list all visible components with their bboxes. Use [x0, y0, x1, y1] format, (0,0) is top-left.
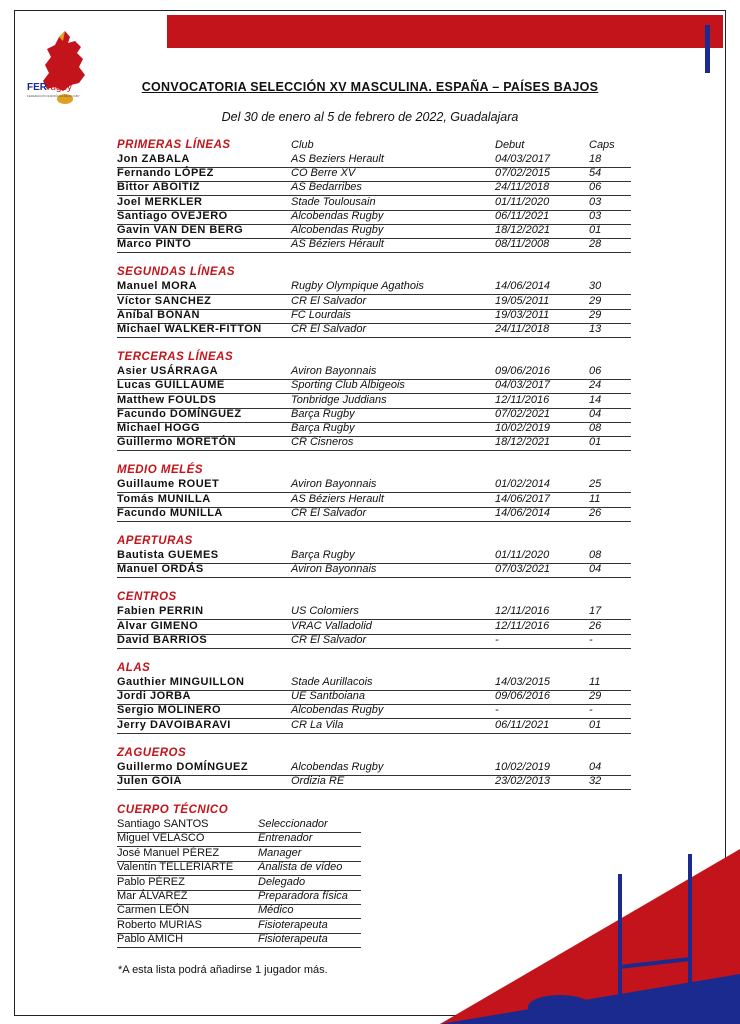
player-club: UE Santboiana — [291, 690, 365, 703]
section-title: SEGUNDAS LÍNEAS — [117, 266, 236, 279]
player-name: Guillermo DOMÍNGUEZ — [117, 760, 249, 773]
player-debut: 06/11/2021 — [495, 718, 550, 731]
player-club: Barça Rugby — [291, 422, 355, 434]
player-caps: 54 — [589, 167, 602, 180]
player-row — [117, 563, 631, 578]
player-name: Fernando LÓPEZ — [117, 167, 214, 180]
player-club: CR El Salvador — [291, 323, 367, 335]
player-debut: 12/11/2016 — [495, 619, 550, 632]
player-name: Jon ZABALA — [117, 153, 190, 165]
player-debut: 14/06/2017 — [495, 492, 551, 505]
player-row — [117, 181, 631, 196]
staff-row — [117, 832, 361, 847]
player-caps: 04 — [589, 563, 602, 576]
player-debut: 12/11/2016 — [495, 393, 550, 406]
column-header-debut: Debut — [495, 139, 525, 151]
player-club: CR El Salvador — [291, 294, 367, 307]
player-row — [117, 295, 631, 310]
player-row — [117, 224, 631, 239]
player-debut: - — [495, 633, 499, 646]
player-caps: 32 — [589, 775, 602, 787]
player-row — [117, 379, 631, 394]
section-title: PRIMERAS LÍNEAS — [117, 139, 231, 151]
player-name: Marco PINTO — [117, 238, 192, 251]
staff-row — [117, 847, 361, 862]
player-club: FC Lourdais — [291, 308, 351, 321]
player-name: Gauthier MINGUILLON — [117, 676, 245, 688]
player-row — [117, 280, 631, 295]
player-club: Stade Aurillacois — [291, 676, 373, 688]
player-debut: 01/11/2020 — [495, 549, 550, 561]
player-debut: 10/02/2019 — [495, 422, 551, 434]
player-caps: - — [589, 633, 593, 646]
player-row — [117, 408, 631, 423]
staff-role: Entrenador — [258, 832, 313, 845]
player-row — [117, 436, 631, 451]
player-caps: 29 — [589, 308, 602, 321]
staff-row — [117, 904, 361, 919]
player-club: Alcobendas Rugby — [291, 224, 384, 236]
page-title: CONVOCATORIA SELECCIÓN XV MASCULINA. ESPAÑA – PAÍSES BAJOS — [141, 80, 599, 94]
player-row — [117, 775, 631, 790]
player-caps: 13 — [589, 323, 602, 335]
rugby-posts-decoration — [440, 849, 740, 1024]
player-debut: 01/11/2020 — [495, 195, 550, 208]
page-subtitle: Del 30 de enero al 5 de febrero de 2022, Guadalajara — [221, 110, 519, 124]
section-title: ALAS — [117, 662, 151, 674]
player-club: CR El Salvador — [291, 506, 367, 519]
player-row — [117, 690, 631, 705]
player-caps: 30 — [589, 280, 602, 293]
player-caps: 18 — [589, 153, 602, 165]
player-club: CR El Salvador — [291, 633, 367, 646]
player-caps: 25 — [589, 478, 602, 491]
player-caps: 08 — [589, 422, 602, 434]
player-name: Manuel MORA — [117, 280, 198, 293]
header-red-bar — [167, 15, 723, 48]
player-name: Facundo DOMÍNGUEZ — [117, 407, 242, 420]
player-row — [117, 634, 631, 649]
player-row — [117, 761, 631, 776]
player-debut: 24/11/2018 — [495, 323, 550, 335]
player-club: Aviron Bayonnais — [291, 563, 377, 576]
player-row — [117, 323, 631, 338]
player-caps: 04 — [589, 760, 602, 773]
player-caps: 06 — [589, 365, 602, 378]
player-debut: 14/06/2014 — [495, 280, 551, 293]
staff-name: Miguel VELASCO — [117, 832, 205, 845]
player-row — [117, 605, 631, 620]
player-caps: 03 — [589, 209, 602, 222]
player-name: Alvar GIMENO — [117, 619, 199, 632]
lion-logo-icon — [35, 27, 95, 113]
player-debut: 14/03/2015 — [495, 676, 551, 688]
player-name: Santiago OVEJERO — [117, 209, 228, 222]
section-title: TERCERAS LÍNEAS — [117, 351, 234, 364]
staff-role: Fisioterapeuta — [258, 933, 328, 946]
player-row — [117, 196, 631, 211]
staff-name: Valentín TELLERIARTE — [117, 861, 234, 874]
staff-row — [117, 890, 361, 905]
player-row — [117, 309, 631, 324]
player-debut: 14/06/2014 — [495, 506, 551, 519]
section-title: CENTROS — [117, 591, 177, 604]
staff-title: CUERPO TÉCNICO — [117, 804, 229, 816]
staff-name: Santiago SANTOS — [117, 818, 209, 830]
player-row — [117, 549, 631, 564]
player-debut: 08/11/2008 — [495, 238, 550, 251]
player-name: Guillaume ROUET — [117, 478, 220, 491]
player-caps: - — [589, 704, 593, 717]
player-name: Joel MERKLER — [117, 195, 203, 208]
player-name: Tomás MUNILLA — [117, 492, 211, 505]
staff-name: Roberto MURIAS — [117, 918, 202, 931]
player-debut: 09/06/2016 — [495, 365, 551, 378]
player-row — [117, 493, 631, 508]
logo-subtitle: FEDERACIÓN ESPAÑOLA DE RUGBY — [27, 94, 80, 98]
player-caps: 28 — [589, 238, 602, 251]
player-name: Gavin VAN DEN BERG — [117, 224, 244, 236]
player-club: Ordizia RE — [291, 775, 345, 787]
player-row — [117, 394, 631, 409]
player-caps: 03 — [589, 195, 602, 208]
player-debut: 23/02/2013 — [495, 775, 551, 787]
player-debut: 19/05/2011 — [495, 294, 550, 307]
footnote: *A esta lista podrá añadirse 1 jugador más. — [118, 964, 328, 976]
player-name: Jordi JORBA — [117, 690, 191, 703]
staff-name: José Manuel PÉREZ — [117, 846, 220, 859]
player-name: Lucas GUILLAUME — [117, 379, 225, 392]
staff-row — [117, 861, 361, 876]
player-row — [117, 167, 631, 182]
player-club: VRAC Valladolid — [291, 619, 372, 632]
player-debut: 07/02/2015 — [495, 167, 551, 180]
player-debut: 01/02/2014 — [495, 478, 551, 491]
player-row — [117, 478, 631, 493]
player-debut: 12/11/2016 — [495, 605, 550, 618]
staff-role: Seleccionador — [258, 818, 328, 830]
player-club: Aviron Bayonnais — [291, 365, 377, 378]
player-club: Barça Rugby — [291, 407, 355, 420]
column-header-club: Club — [291, 139, 314, 151]
player-name: Manuel ORDÁS — [117, 563, 204, 576]
player-row — [117, 719, 631, 734]
player-name: Bittor ABOITIZ — [117, 181, 200, 194]
player-caps: 08 — [589, 549, 602, 561]
player-caps: 26 — [589, 619, 602, 632]
player-caps: 01 — [589, 224, 602, 236]
player-debut: 10/02/2019 — [495, 760, 551, 773]
player-name: Bautista GUEMES — [117, 549, 219, 561]
staff-role: Preparadora física — [258, 890, 348, 902]
player-caps: 01 — [589, 436, 602, 449]
player-club: Barça Rugby — [291, 549, 355, 561]
player-row — [117, 704, 631, 719]
player-debut: 04/03/2017 — [495, 153, 551, 165]
player-club: Tonbridge Juddians — [291, 393, 387, 406]
player-row — [117, 507, 631, 522]
player-row — [117, 620, 631, 635]
section-title: MEDIO MELÉS — [117, 464, 204, 477]
player-row — [117, 422, 631, 437]
player-caps: 24 — [589, 379, 602, 392]
player-row — [117, 153, 631, 168]
player-name: Matthew FOULDS — [117, 393, 217, 406]
staff-name: Pablo AMICH — [117, 933, 184, 946]
header-blue-bar — [705, 25, 710, 73]
player-club: Stade Toulousain — [291, 195, 376, 208]
staff-role: Fisioterapeuta — [258, 918, 328, 931]
player-debut: 18/12/2021 — [495, 436, 551, 449]
logo-wordmark: FERrugby — [27, 82, 73, 93]
player-club: AS Bedarribes — [291, 181, 362, 194]
player-club: CR Cisneros — [291, 436, 354, 449]
player-caps: 11 — [589, 492, 601, 505]
staff-name: Carmen LEÓN — [117, 904, 190, 917]
staff-row — [117, 933, 361, 948]
player-club: Rugby Olympique Agathois — [291, 280, 424, 293]
staff-name: Mar ÁLVAREZ — [117, 890, 188, 902]
player-debut: 24/11/2018 — [495, 181, 550, 194]
player-club: AS Béziers Herault — [291, 492, 384, 505]
player-debut: 09/06/2016 — [495, 690, 551, 703]
player-row — [117, 676, 631, 691]
player-debut: 07/03/2021 — [495, 563, 551, 576]
staff-row — [117, 818, 361, 833]
staff-role: Manager — [258, 846, 302, 859]
player-name: Facundo MUNILLA — [117, 506, 223, 519]
staff-row — [117, 876, 361, 891]
column-header-caps: Caps — [589, 139, 615, 151]
player-name: Asier USÁRRAGA — [117, 365, 219, 378]
player-name: Víctor SANCHEZ — [117, 294, 212, 307]
player-debut: - — [495, 704, 499, 717]
player-name: Fabien PERRIN — [117, 605, 204, 618]
player-debut: 07/02/2021 — [495, 407, 551, 420]
player-caps: 06 — [589, 181, 602, 194]
player-caps: 26 — [589, 506, 602, 519]
staff-name: Pablo PÉREZ — [117, 875, 185, 888]
player-name: Julen GOIA — [117, 775, 182, 787]
player-row — [117, 365, 631, 380]
player-club: US Colomiers — [291, 605, 359, 618]
player-debut: 18/12/2021 — [495, 224, 551, 236]
player-row — [117, 238, 631, 253]
staff-row — [117, 919, 361, 934]
player-caps: 29 — [589, 690, 602, 703]
player-name: Michael WALKER-FITTON — [117, 323, 262, 335]
player-name: Guillermo MORETÓN — [117, 436, 237, 449]
player-name: David BARRIOS — [117, 633, 208, 646]
player-caps: 14 — [589, 393, 602, 406]
player-club: AS Béziers Hérault — [291, 238, 384, 251]
player-caps: 11 — [589, 676, 601, 688]
player-debut: 04/03/2017 — [495, 379, 551, 392]
player-club: Aviron Bayonnais — [291, 478, 377, 491]
player-debut: 19/03/2011 — [495, 308, 550, 321]
player-row — [117, 210, 631, 225]
player-caps: 17 — [589, 605, 602, 618]
player-caps: 04 — [589, 407, 602, 420]
section-title: ZAGUEROS — [117, 746, 187, 759]
player-club: CO Berre XV — [291, 167, 356, 180]
player-club: AS Beziers Herault — [291, 153, 384, 165]
player-club: Alcobendas Rugby — [291, 704, 384, 717]
player-name: Jerry DAVOIBARAVI — [117, 718, 231, 731]
player-name: Michael HOGG — [117, 422, 201, 434]
player-club: Alcobendas Rugby — [291, 760, 384, 773]
player-name: Aníbal BONAN — [117, 308, 200, 321]
staff-role: Médico — [258, 904, 294, 917]
player-name: Sergio MOLINERO — [117, 704, 222, 717]
player-debut: 06/11/2021 — [495, 209, 550, 222]
player-club: Alcobendas Rugby — [291, 209, 384, 222]
player-club: CR La Vila — [291, 718, 344, 731]
staff-role: Analista de vídeo — [258, 861, 343, 874]
player-caps: 01 — [589, 718, 602, 731]
section-title: APERTURAS — [117, 535, 193, 547]
player-club: Sporting Club Albigeois — [291, 379, 405, 392]
staff-role: Delegado — [258, 875, 306, 888]
player-caps: 29 — [589, 294, 602, 307]
